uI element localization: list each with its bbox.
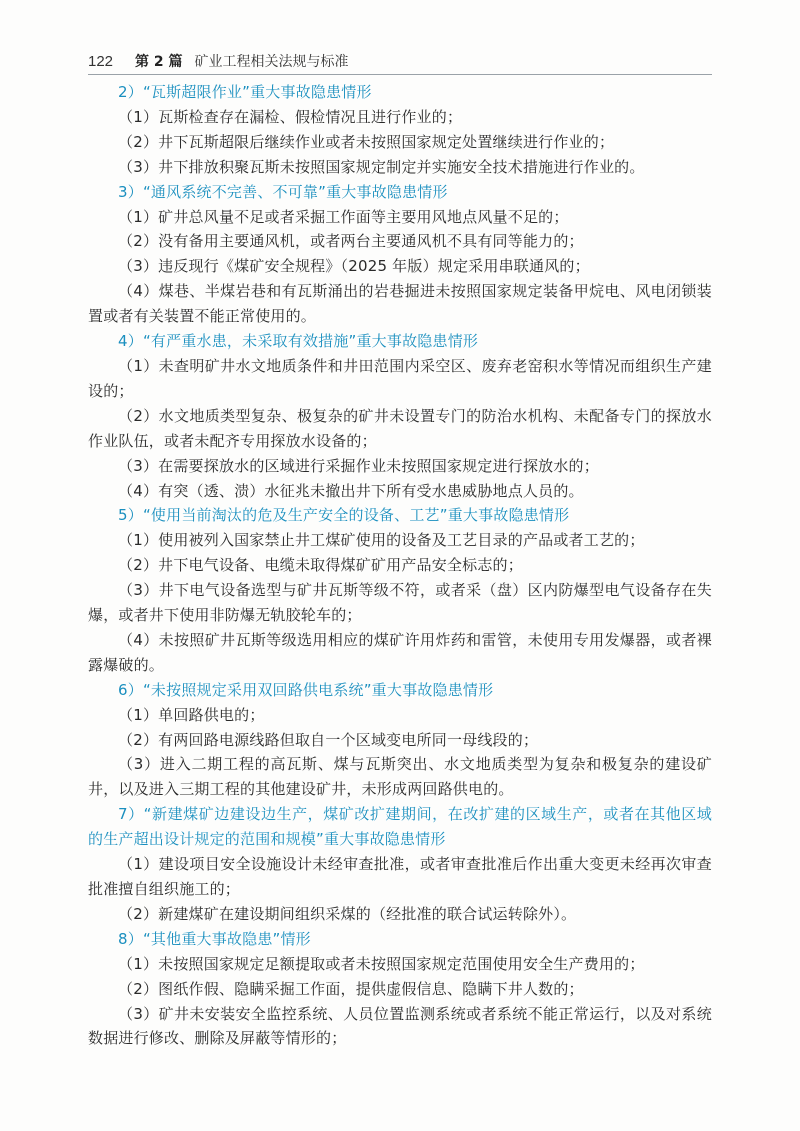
list-item: （1）使用被列入国家禁止井工煤矿使用的设备及工艺目录的产品或者工艺的； [118, 531, 645, 550]
section-heading: 4）“有严重水患，未采取有效措施”重大事故隐患情形 [118, 332, 479, 351]
part-title: 矿业工程相关法规与标准 [194, 54, 349, 70]
list-item: （1）单回路供电的； [118, 705, 265, 724]
list-item: （1）瓦斯检查存在漏检、假检情况且进行作业的； [118, 107, 463, 126]
list-item: （1）矿井总风量不足或者采掘工作面等主要用风地点风量不足的； [118, 207, 569, 226]
list-item: （1）建设项目安全设施设计未经审查批准，或者审查批准后作出重大变更未经再次审查批准擅自组织施工的； [88, 855, 712, 898]
list-item: （1）未查明矿井水文地质条件和井田范围内采空区、废弃老窑积水等情况而组织生产建设的； [88, 356, 712, 400]
part-label: 第 2 篇 [135, 54, 183, 70]
running-header [88, 48, 712, 74]
list-item: （4）煤巷、半煤岩巷和有瓦斯涌出的岩巷掘进未按照国家规定装备甲烷电、风电闭锁装置或者有关装置不能正常使用的。 [88, 282, 712, 326]
list-item: （2）新建煤矿在建设期间组织采煤的（经批准的联合试运转除外）。 [118, 904, 577, 923]
list-item: （2）图纸作假、隐瞒采掘工作面，提供虚假信息、隐瞒下井人数的； [118, 979, 584, 998]
section-heading: 3）“通风系统不完善、不可靠”重大事故隐患情形 [118, 182, 448, 201]
list-item: （3）井下排放积聚瓦斯未按照国家规定制定并实施安全技术措施进行作业的。 [118, 157, 645, 176]
header-rule [88, 74, 712, 75]
section-heading: 7）“新建煤矿边建设边生产，煤矿改扩建期间，在改扩建的区域生产，或者在其他区域的生产超出设计规定的范围和规模”重大事故隐患情形 [88, 805, 712, 849]
list-item: （2）有两回路电源线路但取自一个区域变电所同一母线段的； [118, 730, 539, 749]
list-item: （2）没有备用主要通风机，或者两台主要通风机不具有同等能力的； [118, 232, 584, 251]
list-item: （3）井下电气设备选型与矿井瓦斯等级不符，或者采（盘）区内防爆型电气设备存在失爆，或者井下使用非防爆无轨胶轮车的； [88, 581, 712, 625]
list-item: （2）水文地质类型复杂、极复杂的矿井未设置专门的防治水机构、未配备专门的探放水作业队伍，或者未配齐专用探放水设备的； [88, 406, 712, 450]
list-item: （1）未按照国家规定足额提取或者未按照国家规定范围使用安全生产费用的； [118, 954, 645, 973]
list-item: （3）在需要探放水的区域进行采掘作业未按照国家规定进行探放水的； [118, 456, 599, 475]
list-item: （2）井下电气设备、电缆未取得煤矿矿用产品安全标志的； [118, 556, 523, 575]
list-item: （3）矿井未安装安全监控系统、人员位置监测系统或者系统不能正常运行，以及对系统数据进行修改、删除及屏蔽等情形的； [88, 1004, 712, 1048]
body-text [88, 80, 712, 1051]
list-item: （4）有突（透、溃）水征兆未撤出井下所有受水患威胁地点人员的。 [118, 481, 584, 500]
list-item: （4）未按照矿井瓦斯等级选用相应的煤矿许用炸药和雷管，未使用专用发爆器，或者裸露爆破的。 [88, 630, 712, 674]
section-heading: 5）“使用当前淘汰的危及生产安全的设备、工艺”重大事故隐患情形 [118, 506, 570, 525]
list-item: （3）进入二期工程的高瓦斯、煤与瓦斯突出、水文地质类型为复杂和极复杂的建设矿井，以及进入三期工程的其他建设矿井，未形成两回路供电的。 [88, 755, 712, 799]
section-heading: 2）“瓦斯超限作业”重大事故隐患情形 [118, 83, 372, 101]
section-heading: 6）“未按照规定采用双回路供电系统”重大事故隐患情形 [118, 680, 494, 699]
list-item: （3）违反现行《煤矿安全规程》（2025 年版）规定采用串联通风的； [118, 257, 590, 276]
section-heading: 8）“其他重大事故隐患”情形 [118, 929, 311, 948]
list-item: （2）井下瓦斯超限后继续作业或者未按照国家规定处置继续进行作业的； [118, 132, 615, 151]
page-number: 122 [88, 52, 114, 70]
